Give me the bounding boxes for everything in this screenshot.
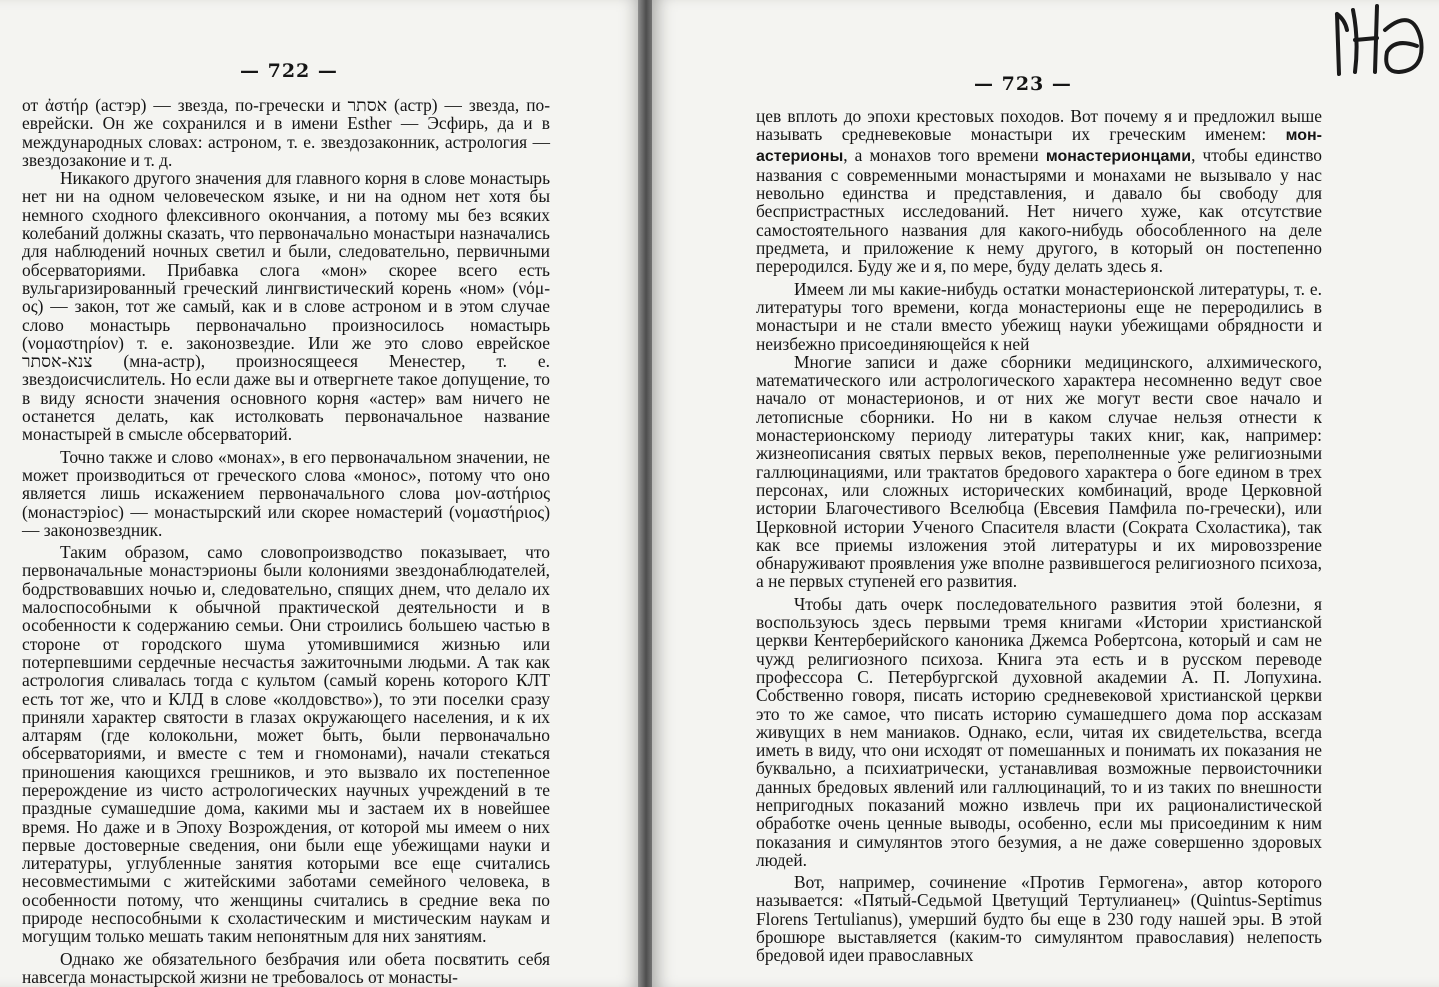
paragraph: Чтобы дать очерк последовательного развития этой болезни, я воспользуюсь здесь первыми тремя книгами «Истории христианской церкви Кентерберийского каноника Джемса Робертсона, который и сам не чужд религиозного психоза. Книга эта есть и в русском переводе профессора С. Петербургской духовной академии А. П. Лопухина. Собственно говоря, писать историю средневековой христианской церкви это то же самое, что писать историю сумашедшего дома пор ассказам живущих в нем маниаков. Однако, если, читая их свидетельства, всегда иметь в виду, что они исходят от помешанных и понимать их показания не буквально, а психиатрически, устанавливая возможные первоисточники данных бредовых явлений или галлюцинаций, то и из таких по внешности непригодных показаний можно извлечь при их рационалистической обработке очень ценные выводы, особенно, если мы присоединим к ним показания и симулянтов этого безумия, а не даже совершенно здоровых людей. xyxy=(756,593,1322,870)
paragraph: Имеем ли мы какие-нибудь остатки монастерионской литературы, т. е. литературы того времени, когда монастерионы еще не переродились в монастыри и не стали вместо убежищ науки убежищами обрядности и неизбежно присоединяющейся к ней xyxy=(756,278,1322,354)
paragraph: Многие записи и даже сборники медицинского, алхимического, математического или астрологического характера несомненно ведут свое начало от монастерионов, и от них же могут вести свое начало и летописные сборники. Но ни в каком случае нельзя отнести к монастерионскому периоду литературы таких книг, как, например: жизнеописания святых первых веков, переполненные уже религиозными галлюцинациями, или трактатов бредового характера о боге едином в трех персонах, или сложных исторических комбинаций, вроде Церковной истории Благочестивого Вселюбца (Евсевия Памфила по-гречески), или Церковной истории Ученого Спасителя власти (Сократа Схоластика), так как все приемы изложения этой литературы и их мировоззрение обнаруживают проявления уже вполне развившегося религиозного психоза, а не первых ступеней его развития. xyxy=(756,351,1322,592)
text-run: цев вплоть до эпохи крестовых походов. Вот почему я и предложил выше называть средневековые монастыри их греческим именем: xyxy=(756,106,1322,145)
handwritten-number-image xyxy=(1325,0,1433,86)
left-page-text xyxy=(22,96,550,986)
handwritten-page-note xyxy=(1325,0,1433,86)
bold-term: монастерионцами xyxy=(1045,147,1192,165)
bold-term: мон-астерионы xyxy=(756,127,1322,165)
text-run: , чтобы единство названия с современными монастырями и монахами не вызывало у нас невольно единства и представления, и давало бы свободу для беспристрастных исследований. Нет ничего хуже, как отсутствие самостоятельного названия для какого-нибудь обособленного на деле предмета, и приложение к нему другого, в который он постепенно переродился. Буду же и я, по мере, буду делать здесь я. xyxy=(756,144,1322,277)
paragraph: Таким образом, само словопроизводство показывает, что первоначальные монастэрионы были колониями звездонаблюдателей, бодрствовавших ночью и, следовательно, спящих днем, что делало их малоспособными к обычной практической деятельности и в особенности к содержанию семьи. Они строились большею частью в стороне от городского шума утомившимися жизнью или потерпевшими сердечные несчастья зажиточными людьми. А так как астрология сливалась тогда с культом (самый корень которого КЛТ есть тот же, что и КЛД в слове «колдовство»), то эти поселки сразу приняли характер святости в глазах окружающего населения, и к их алтарям (где колокольни, может быть, были первоначально обсерваториями, и вместе с тем и гномонами), начали стекаться приношения кающихся грешников, и это вызвало их постепенное перерождение из чисто астрологических научных учреждений в те праздные сумашедшие дома, какими мы и застаем их в новейшее время. Но даже и в Эпоху Возрождения, от которой мы имеем о них первые достоверные сведения, они были еще убежищами науки и литературы, углубленные занятия которыми все еще считались несовместимыми с житейскими заботами семейного человека, в особенности потому, что женщины считались в средние века по природе неспособными к схоластическим и мистическим наукам и могущим только мешать таким непонятным для них занятиям. xyxy=(22,542,550,947)
paragraph: Однако же обязательного безбрачия или обета посвятить себя навсегда монастырской жизни не требовалось от монасты- xyxy=(22,948,550,987)
paragraph: от ἀστήρ (астэр) — звезда, по-гречески и אסתר (астр) — звезда, по-еврейски. Он же сохранился и в имени Esther — Эсфирь, да и в международных словах: астроном, т. е. звездозаконник, астрология — звездозаконие и т. д. xyxy=(22,95,550,170)
paragraph: Никакого другого значения для главного корня в слове монастырь нет ни на одном человеческом языке, и ни на одном нет хотя бы немного сходного флексивного окончания, а потому мы без всяких колебаний должны сказать, что первоначально монастыри назначались для наблюдений ночных светил и были, следовательно, первичными обсерваториями. Прибавка слога «мон» скорее всего есть вульгаризированный греческий лингвистический корень «ном» (νόμ-ος) — закон, тот же самый, как и в слове астроном и в этом случае слово монастырь первоначально произносилось номастырь (νομαστηρίον) т. е. законозвездие. Или же это слово еврейское צנא-אסתר (мна-астр), произносящееся Менестер, т. е. звездоисчислитель. Но если даже вы и отвергнете такое допущение, то в виду ясности значения основного корня «астер» вам ничего не останется делать, как истолковать первоначальное название монастырей в смысле обсерваторий. xyxy=(22,168,550,445)
right-page-text xyxy=(756,107,1322,965)
text-run: , а монахов того времени xyxy=(843,144,1046,165)
right-page xyxy=(652,0,1439,987)
paragraph xyxy=(756,107,1322,276)
paragraph: Вот, например, сочинение «Против Гермогена», автор которого называется: «Пятый-Седьмой Цветущий Тертулианец» (Quintus-Septimus Florens Tertulianus), умерший будто бы еще в 230 году нашей эры. В этой брошюре выставляется (каким-то симулянтом православия) нелепость бредовой идеи православных xyxy=(756,872,1322,966)
left-page xyxy=(0,0,642,987)
paragraph: Точно также и слово «монах», в его первоначальном значении, не может производиться от греческого слова «монос», потому что оно является лишь искажением первоначального слова μον-αστήριος (монастэрiос) — монастырский или скорее номастерий (νομαστήριος) — законозвездник. xyxy=(22,446,550,540)
page-number-left: — 722 — xyxy=(240,60,338,82)
page-number-right: — 723 — xyxy=(974,73,1072,95)
